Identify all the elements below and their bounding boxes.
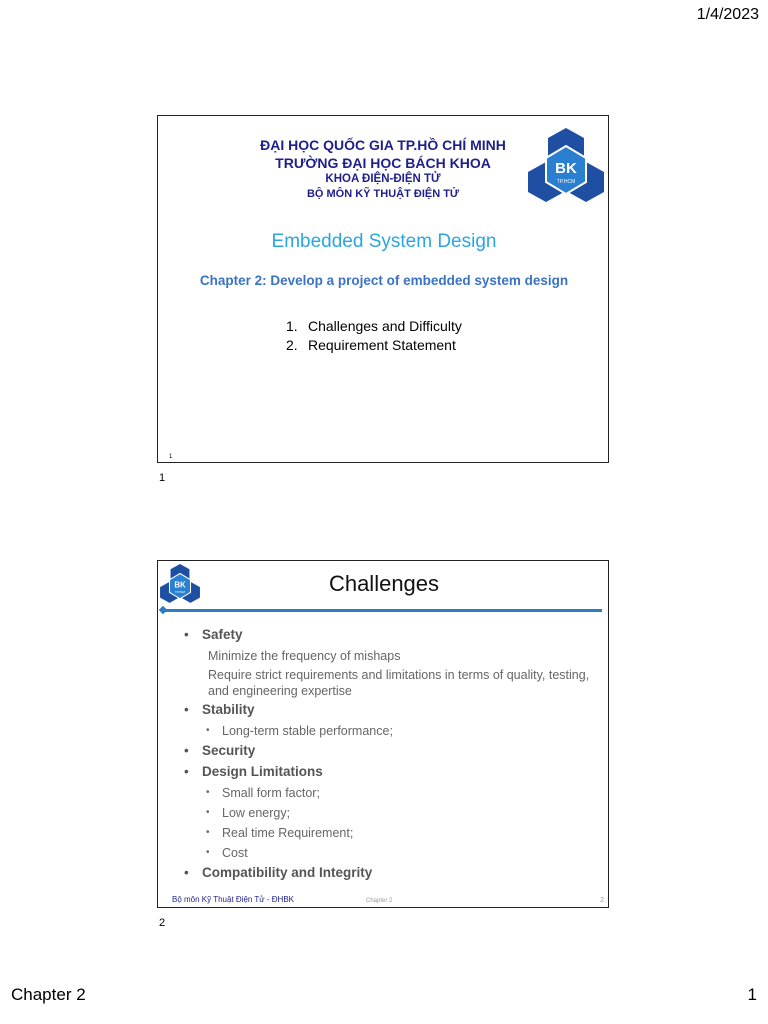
slide-footer-number: 2	[600, 897, 604, 904]
course-title: Embedded System Design	[271, 231, 497, 252]
page-footer-number: 1	[747, 985, 757, 1004]
slide-2	[157, 560, 609, 908]
table-of-contents	[286, 317, 462, 355]
toc-item	[286, 317, 462, 336]
divider-dot	[159, 606, 167, 614]
toc-text: Requirement Statement	[308, 337, 456, 353]
design-limitation-item: • Real time Requirement;	[184, 825, 594, 841]
stability-detail: • Long-term stable performance;	[184, 723, 594, 739]
bullet-compatibility: • Compatibility and Integrity	[184, 865, 594, 881]
logo-text: BK	[174, 580, 186, 590]
slide-2-number: 2	[159, 917, 166, 929]
bk-logo-icon	[528, 126, 604, 206]
slide-footer-department: Bộ môn Kỹ Thuật Điện Tử - ĐHBK	[172, 895, 294, 904]
bullet-security: • Security	[184, 743, 594, 759]
slide-corner-number: 1	[169, 454, 173, 460]
slide-1-number: 1	[159, 472, 166, 484]
slide-body	[184, 627, 594, 886]
logo-text: BK	[555, 160, 577, 177]
toc-number: 2.	[286, 337, 298, 353]
bullet-safety: • Safety	[184, 627, 594, 643]
university-name: ĐẠI HỌC QUỐC GIA TP.HỒ CHÍ MINH	[260, 137, 506, 153]
toc-number: 1.	[286, 318, 298, 334]
bullet-design-limitations: • Design Limitations	[184, 764, 594, 780]
slide-title: Challenges	[328, 571, 440, 596]
slide-1	[157, 115, 609, 463]
page-footer-chapter: Chapter 2	[11, 985, 86, 1004]
school-name: TRƯỜNG ĐẠI HỌC BÁCH KHOA	[275, 155, 491, 171]
logo-subtext: TP.HCM	[556, 179, 576, 185]
safety-detail-2: Require strict requirements and limitations in terms of quality, testing, and engineering expertise	[208, 668, 590, 698]
faculty-name: KHOA ĐIỆN-ĐIỆN TỬ	[325, 173, 441, 185]
design-limitation-item: • Small form factor;	[184, 785, 594, 801]
design-limitation-item: • Cost	[184, 845, 594, 861]
chapter-title: Chapter 2: Develop a project of embedded system design	[199, 273, 569, 288]
design-limitation-item: • Low energy;	[184, 805, 594, 821]
safety-detail-1: Minimize the frequency of mishaps	[208, 649, 401, 663]
university-header	[208, 136, 558, 201]
logo-subtext: TP.HCM	[175, 590, 185, 594]
page-date: 1/4/2023	[696, 6, 759, 23]
toc-item	[286, 336, 462, 355]
bullet-stability: • Stability	[184, 702, 594, 718]
department-name: BỘ MÔN KỸ THUẬT ĐIỆN TỬ	[306, 188, 460, 200]
slide-footer-chapter: Chapter 2	[366, 898, 393, 904]
toc-text: Challenges and Difficulty	[308, 318, 462, 334]
title-divider	[164, 609, 602, 612]
